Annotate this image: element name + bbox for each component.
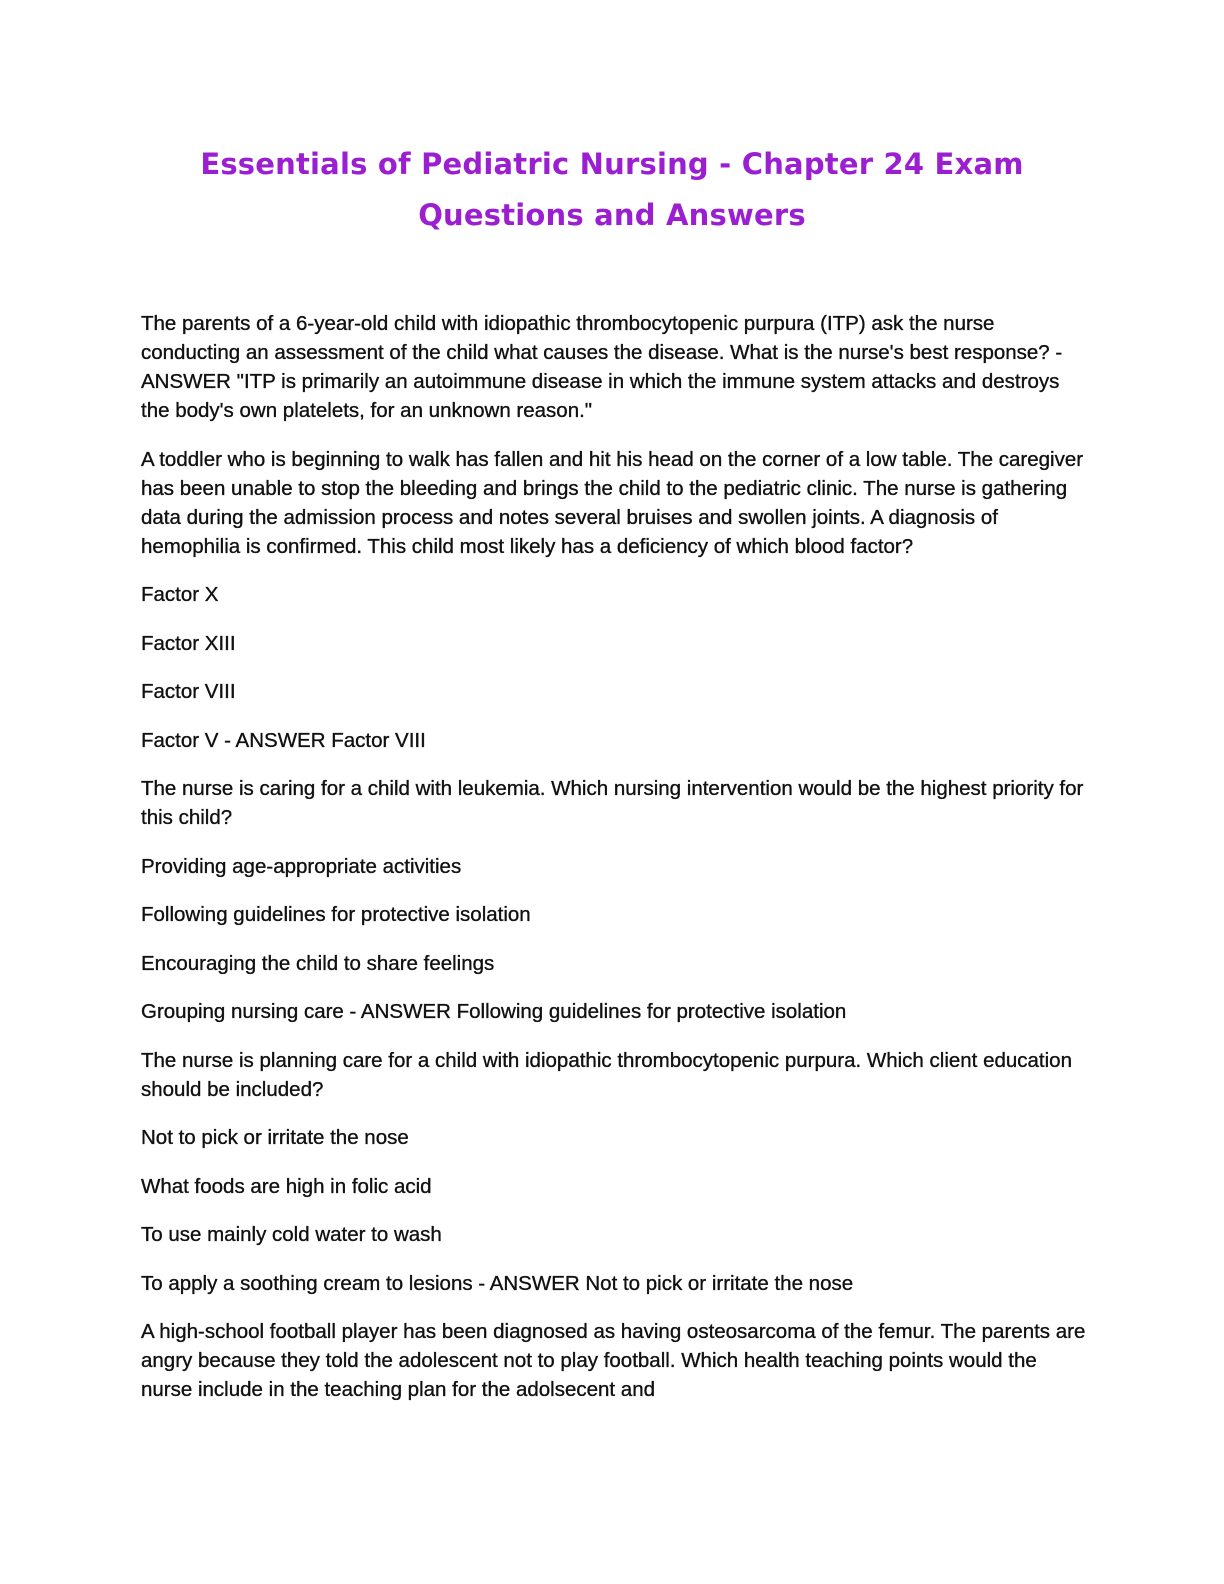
answer-option: Factor XIII bbox=[141, 631, 236, 655]
document-body bbox=[141, 309, 1086, 1424]
answer-option: Factor V - ANSWER Factor VIII bbox=[141, 728, 426, 752]
answer-option: Grouping nursing care - ANSWER Following guidelines for protective isolation bbox=[141, 1000, 847, 1023]
answer-option: To apply a soothing cream to lesions - ANSWER Not to pick or irritate the nose bbox=[141, 1271, 854, 1295]
question-paragraph: A high-school football player has been diagnosed as having osteosarcoma of the femur. The parents are angry because they told the adolescent not to play football. Which health teaching points would the nurse include in the teaching plan for the adolsecent and bbox=[141, 1320, 1086, 1401]
question-paragraph: A toddler who is beginning to walk has fallen and hit his head on the corner of a low table. The caregiver has been unable to stop the bleeding and brings the child to the pediatric clinic. The nurse is gathering data during the admission process and notes several bruises and swollen joints. A diagnosis of hemophilia is confirmed. This child most likely has a deficiency of which blood factor? bbox=[141, 447, 1084, 558]
answer-option: What foods are high in folic acid bbox=[141, 1174, 432, 1198]
answer-option: Encouraging the child to share feelings bbox=[141, 951, 495, 975]
question-paragraph: The nurse is planning care for a child with idiopathic thrombocytopenic purpura. Which client education should be included? bbox=[141, 1048, 1072, 1101]
question-paragraph: The parents of a 6-year-old child with idiopathic thrombocytopenic purpura (ITP) ask the nurse conducting an assessment of the child what causes the disease. What is the nurse's best response? - ANSWER "ITP is primarily an autoimmune disease in which the immune system attacks and destroys the body's own platelets, for an unknown reason." bbox=[141, 312, 1063, 422]
answer-option: Providing age-appropriate activities bbox=[141, 854, 462, 878]
document-title: Essentials of Pediatric Nursing - Chapter 24 Exam Questions and Answers bbox=[200, 147, 1024, 232]
answer-option: Factor VIII bbox=[141, 680, 236, 703]
answer-option: Following guidelines for protective isolation bbox=[141, 903, 531, 926]
answer-option: Not to pick or irritate the nose bbox=[141, 1126, 409, 1149]
answer-option: Factor X bbox=[141, 583, 219, 606]
question-paragraph: The nurse is caring for a child with leukemia. Which nursing intervention would be the highest priority for this child? bbox=[141, 777, 1084, 829]
answer-option: To use mainly cold water to wash bbox=[141, 1223, 442, 1246]
